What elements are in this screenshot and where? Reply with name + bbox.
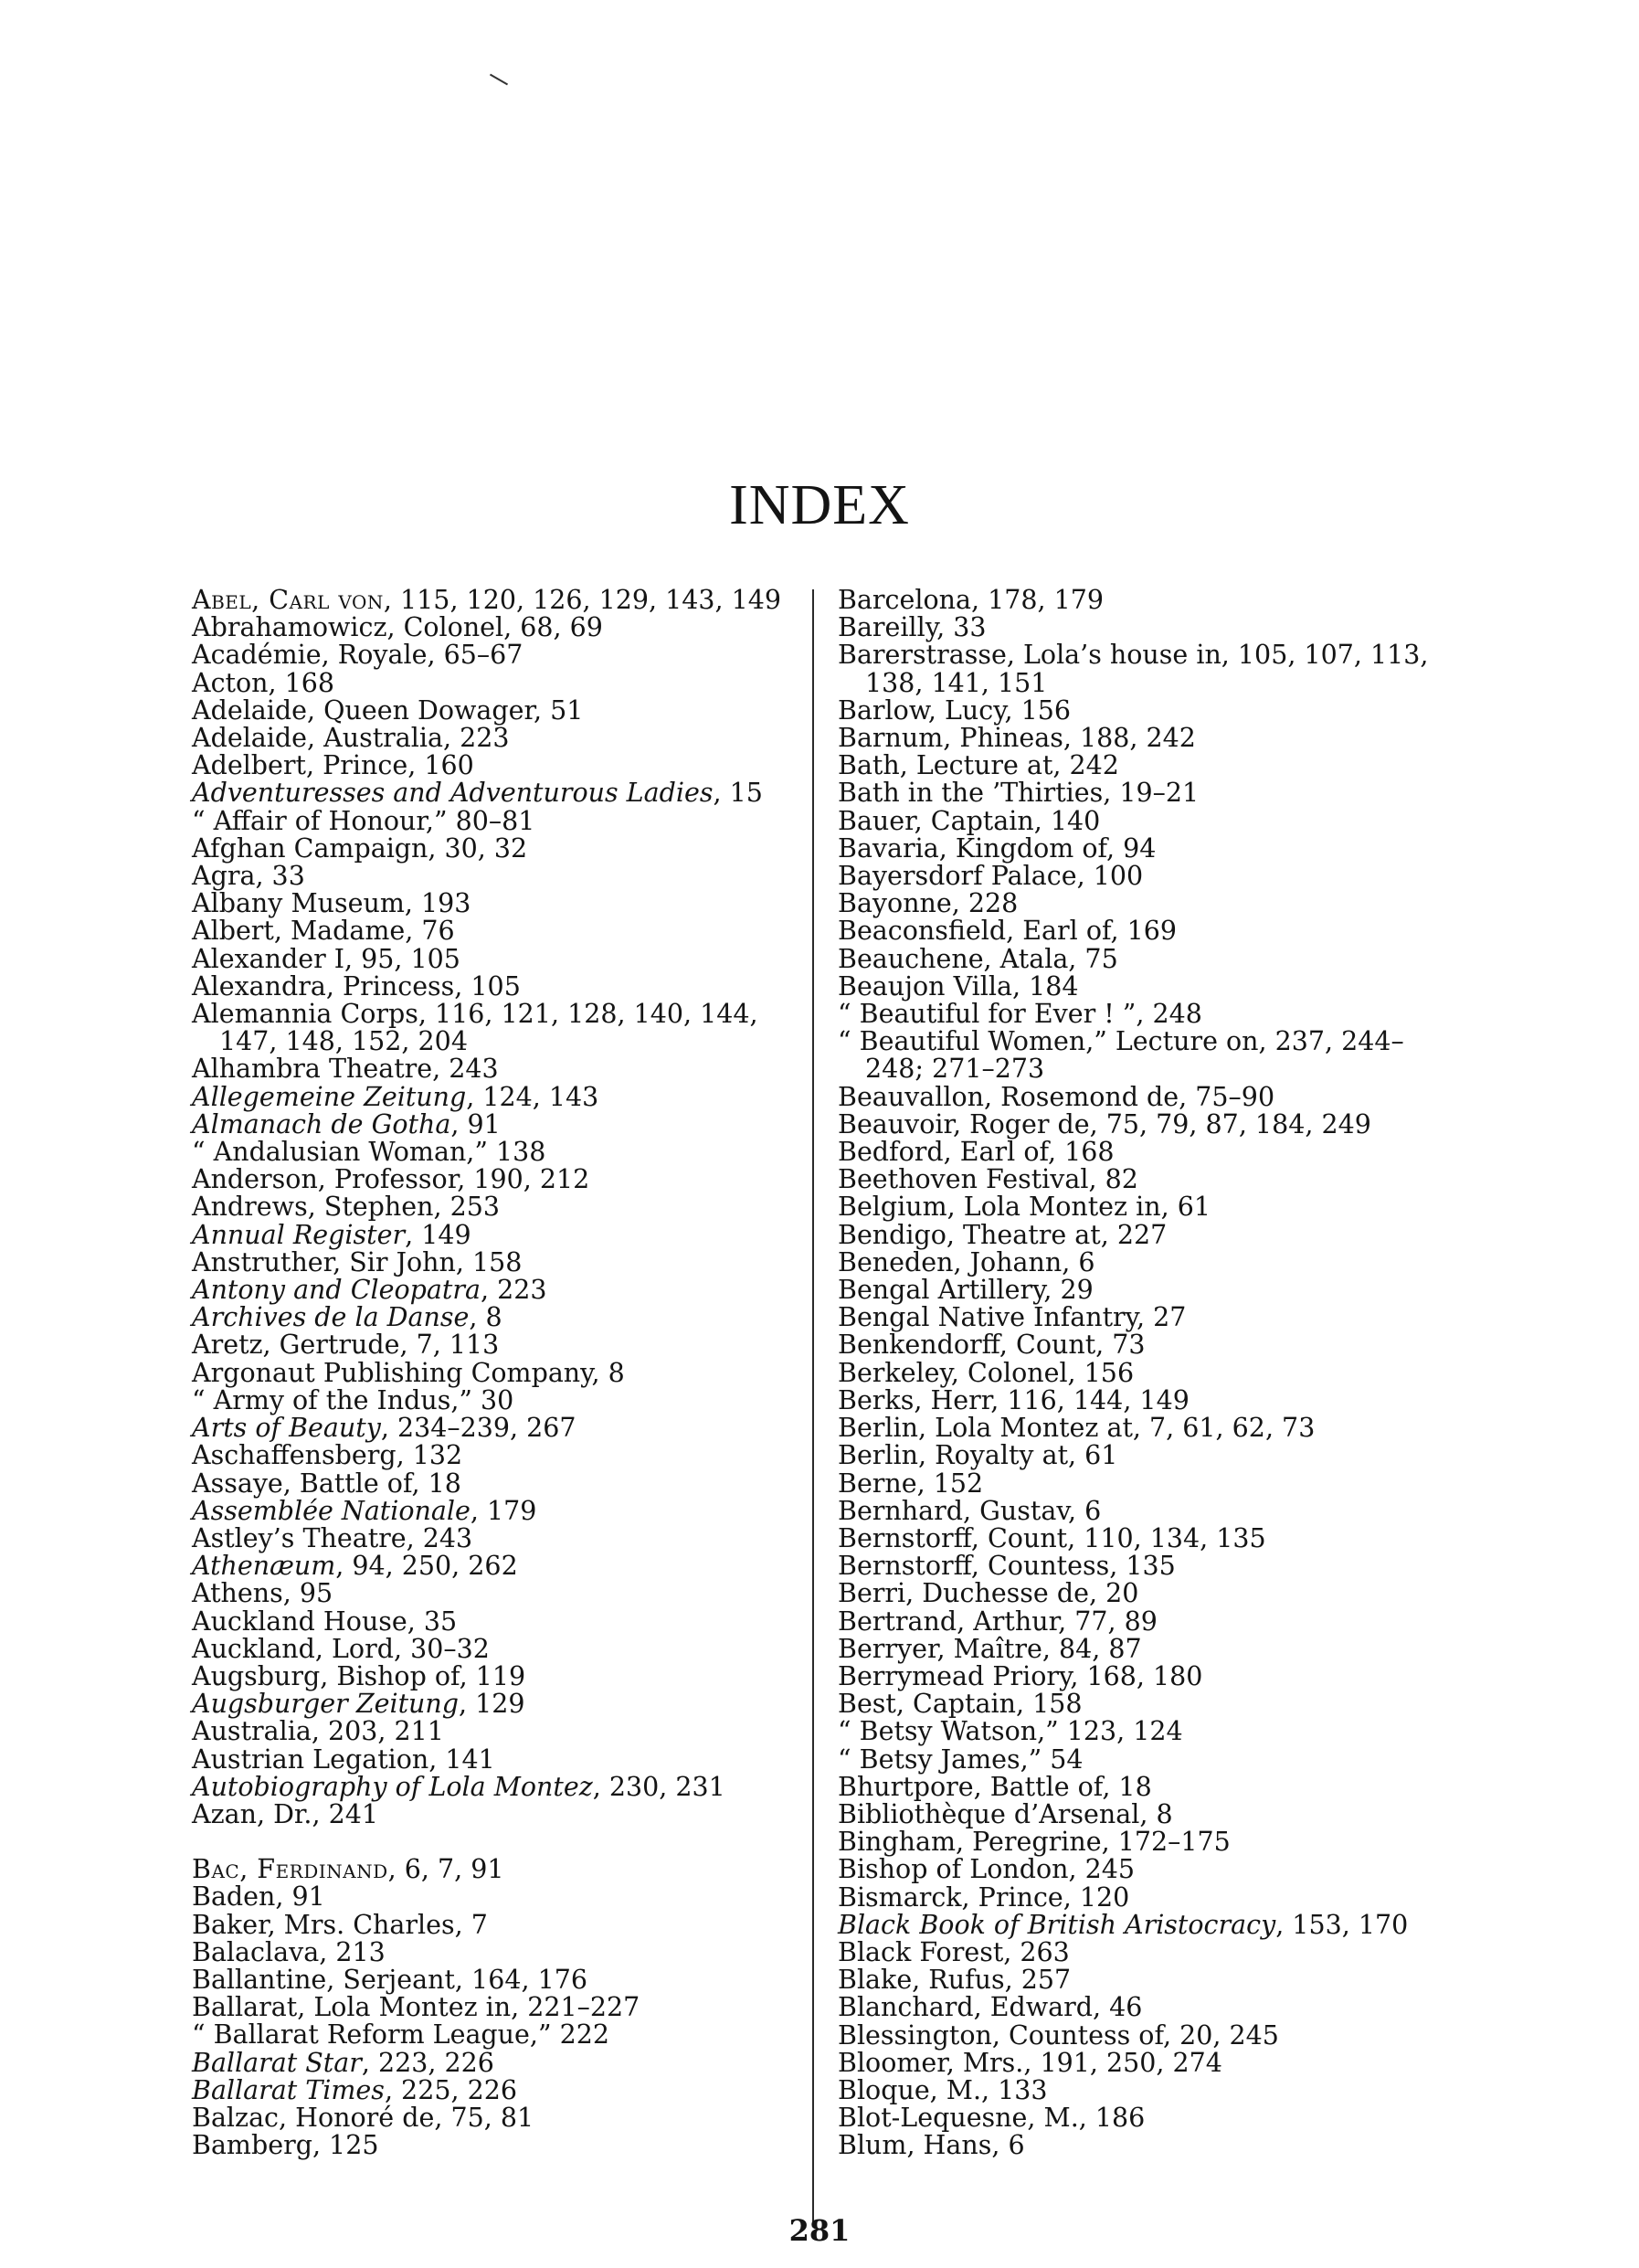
entry-text: Bengal Artillery, 29 [838, 1275, 1094, 1306]
entry-text: Beneden, Johann, 6 [838, 1246, 1095, 1277]
index-entry [838, 1828, 1468, 1856]
index-entry [838, 667, 1468, 698]
index-entry [838, 1966, 1468, 1994]
entry-text: , 179 [470, 1495, 537, 1526]
index-entry [192, 1718, 804, 1745]
entry-text: Blessington, Countess of, 20, 245 [838, 2019, 1279, 2051]
index-entry [192, 1384, 804, 1415]
entry-text: Baker, Mrs. Charles, 7 [192, 1909, 488, 1940]
entry-text: “ Army of the Indus,” 30 [192, 1384, 514, 1415]
index-entry [838, 1633, 1468, 1664]
entry-text: Austrian Legation, 141 [192, 1743, 495, 1775]
entry-text: Académie, Royale, 65–67 [192, 640, 523, 671]
entry-text: Albert, Madame, 76 [192, 916, 455, 947]
entry-text: Alhambra Theatre, 243 [192, 1054, 499, 1085]
entry-text: Acton, 168 [192, 667, 335, 698]
entry-text: Berlin, Royalty at, 61 [838, 1440, 1118, 1471]
index-entry [192, 1081, 804, 1112]
index-entry [192, 970, 804, 1002]
entry-text: Best, Captain, 158 [838, 1689, 1083, 1720]
entry-text: Aschaffensberg, 132 [192, 1440, 463, 1471]
entry-text: Berri, Duchesse de, 20 [838, 1578, 1139, 1609]
entry-text: Berks, Herr, 116, 144, 149 [838, 1384, 1190, 1415]
index-entry [192, 1608, 804, 1636]
entry-title-italic: Augsburger Zeitung [192, 1689, 460, 1720]
entry-title-italic: Assemblée Nationale [192, 1495, 471, 1526]
entry-text: Assaye, Battle of, 18 [192, 1468, 461, 1499]
index-entry [192, 667, 804, 698]
entry-text: Berkeley, Colonel, 156 [838, 1357, 1135, 1388]
entry-title-italic: Ballarat Star [192, 2047, 362, 2078]
entry-text: Bareilly, 33 [838, 612, 987, 643]
index-entry [192, 1553, 804, 1580]
index-entry [838, 2132, 1468, 2159]
stray-ink-mark [490, 74, 508, 86]
index-entry [192, 1470, 804, 1498]
index-entry [838, 917, 1468, 945]
page-number: 281 [788, 2213, 851, 2248]
entry-text: , 223, 226 [361, 2047, 494, 2078]
index-entry [838, 1743, 1468, 1775]
index-entry [838, 1522, 1468, 1553]
index-entry [838, 1001, 1468, 1028]
index-entry [192, 1771, 804, 1802]
index-entry [838, 752, 1468, 779]
index-entry [192, 1415, 804, 1442]
entry-text: , 124, 143 [466, 1081, 599, 1112]
index-entry [838, 1470, 1468, 1498]
index-entry [838, 863, 1468, 890]
entry-text: Bath, Lecture at, 242 [838, 750, 1119, 781]
entry-text: Ballantine, Serjeant, 164, 176 [192, 1964, 587, 1995]
index-entry [192, 1798, 804, 1829]
entry-text: , 230, 231 [592, 1771, 725, 1802]
entry-text: Beauvallon, Rosemond de, 75–90 [838, 1081, 1275, 1112]
index-entry [838, 1660, 1468, 1691]
entry-text: Australia, 203, 211 [192, 1716, 444, 1747]
entry-title-italic: Archives de la Danse [192, 1302, 470, 1333]
index-entry [838, 1028, 1468, 1055]
entry-text: Blanchard, Edward, 46 [838, 1992, 1143, 2023]
index-entry [192, 1139, 804, 1166]
entry-title-italic: Arts of Beauty [192, 1413, 381, 1444]
column-divider [812, 589, 814, 2225]
entry-text: Black Forest, 263 [838, 1936, 1070, 1967]
index-entry [838, 1798, 1468, 1829]
index-entry [192, 1108, 804, 1139]
index-entry [838, 725, 1468, 752]
entry-text: Adelaide, Australia, 223 [192, 723, 510, 754]
index-entry [838, 1081, 1468, 1112]
index-entry [838, 1357, 1468, 1388]
index-entry [838, 1994, 1468, 2021]
entry-text: Beauvoir, Roger de, 75, 79, 87, 184, 249 [838, 1108, 1371, 1139]
entry-text: Bedford, Earl of, 168 [838, 1137, 1115, 1168]
index-entry [838, 1331, 1468, 1359]
index-entry [192, 1856, 804, 1883]
index-entry [838, 943, 1468, 974]
index-entry [192, 1994, 804, 2021]
entry-text: “ Betsy James,” 54 [838, 1743, 1084, 1775]
index-entry [838, 2019, 1468, 2051]
index-entry [192, 1690, 804, 1718]
entry-text: , 15 [713, 778, 763, 809]
index-entry [838, 1139, 1468, 1166]
index-entry [192, 1277, 804, 1304]
entry-text: Blake, Rufus, 257 [838, 1965, 1072, 1996]
index-entry [838, 2104, 1468, 2132]
entry-text: , 6, 7, 91 [387, 1854, 504, 1885]
entry-heading: Abel, Carl von [192, 585, 384, 615]
entry-text: Alemannia Corps, 116, 121, 128, 140, 144, [192, 999, 758, 1030]
entry-text: Barlow, Lucy, 156 [838, 694, 1072, 726]
entry-text: Balaclava, 213 [192, 1936, 386, 1967]
index-entry [838, 1246, 1468, 1277]
entry-text: Beaujon Villa, 184 [838, 970, 1079, 1002]
entry-text: Berne, 152 [838, 1468, 984, 1499]
index-entry [192, 890, 804, 917]
entry-text: Bernstorff, Countess, 135 [838, 1551, 1176, 1582]
entry-text: Belgium, Lola Montez in, 61 [838, 1192, 1211, 1223]
index-entry [192, 587, 804, 614]
index-entry [838, 1718, 1468, 1745]
entry-text: Abrahamowicz, Colonel, 68, 69 [192, 612, 603, 643]
entry-text: Afghan Campaign, 30, 32 [192, 832, 528, 864]
entry-text: , 8 [469, 1302, 502, 1333]
entry-text: “ Ballarat Reform League,” 222 [192, 2019, 609, 2051]
index-entry [192, 805, 804, 836]
entry-text: Baden, 91 [192, 1881, 325, 1913]
index-entry [192, 1193, 804, 1221]
index-entry [838, 779, 1468, 807]
index-entry [838, 1881, 1468, 1913]
index-entry [192, 1580, 804, 1607]
index-entry [192, 1495, 804, 1526]
index-entry [838, 1909, 1468, 1940]
entry-text: , 94, 250, 262 [335, 1551, 518, 1582]
entry-title-italic: Adventuresses and Adventurous Ladies [192, 778, 714, 809]
entry-text: Blum, Hans, 6 [838, 2130, 1025, 2161]
entry-title-italic: Antony and Cleopatra [192, 1275, 481, 1306]
entry-text: Bayersdorf Palace, 100 [838, 861, 1144, 892]
entry-text: Benkendorff, Count, 73 [838, 1330, 1146, 1361]
index-entry [838, 587, 1468, 614]
index-entry [192, 1331, 804, 1359]
index-entry [838, 832, 1468, 864]
index-entry [192, 1166, 804, 1193]
index-entry [192, 1304, 804, 1331]
index-entry [838, 614, 1468, 641]
entry-text: Blot-Lequesne, M., 186 [838, 2103, 1146, 2134]
entry-text: Ballarat, Lola Montez in, 221–227 [192, 1992, 640, 2023]
entry-title-italic: Allegemeine Zeitung [192, 1081, 467, 1112]
page-title: INDEX [729, 474, 910, 536]
index-entry [838, 2047, 1468, 2078]
entry-text: Anstruther, Sir John, 158 [192, 1246, 523, 1277]
index-entry [192, 1522, 804, 1553]
index-entry [192, 863, 804, 890]
entry-text: Bamberg, 125 [192, 2130, 379, 2161]
index-entry [192, 1743, 804, 1775]
entry-text: Bishop of London, 245 [838, 1854, 1135, 1885]
entry-text: 138, 141, 151 [865, 667, 1048, 698]
index-entry [192, 2074, 804, 2105]
entry-text: Alexander I, 95, 105 [192, 943, 460, 974]
entry-text: 248; 271–273 [865, 1054, 1045, 1085]
index-entry [192, 1909, 804, 1940]
index-entry [192, 1633, 804, 1664]
entry-text: Bendigo, Theatre at, 227 [838, 1219, 1168, 1250]
index-entry [838, 1304, 1468, 1331]
index-entry [192, 1936, 804, 1967]
index-entry [838, 2074, 1468, 2105]
index-entry [838, 1936, 1468, 1967]
index-entry [838, 1771, 1468, 1802]
index-entry [192, 1660, 804, 1691]
entry-text: Barerstrasse, Lola’s house in, 105, 107, 113, [838, 640, 1429, 671]
entry-text: Aretz, Gertrude, 7, 113 [192, 1330, 500, 1361]
entry-text: Bath in the ’Thirties, 19–21 [838, 778, 1200, 809]
entry-text: Adelaide, Queen Dowager, 51 [192, 694, 584, 726]
index-entry [838, 1856, 1468, 1883]
index-entry [192, 2132, 804, 2159]
entry-text: , 91 [450, 1108, 501, 1139]
index-entry [838, 1442, 1468, 1469]
index-entry [838, 1055, 1468, 1083]
entry-text: Adelbert, Prince, 160 [192, 750, 474, 781]
index-entry [192, 1883, 804, 1911]
entry-text: “ Beautiful for Ever ! ”, 248 [838, 999, 1202, 1030]
index-entry [192, 1246, 804, 1277]
entry-title-italic: Autobiography of Lola Montez [192, 1771, 593, 1802]
entry-text: , 225, 226 [384, 2074, 517, 2105]
entry-text: Berryer, Maître, 84, 87 [838, 1633, 1142, 1664]
entry-text: Bhurtpore, Battle of, 18 [838, 1771, 1152, 1802]
index-entry [192, 943, 804, 974]
index-entry [192, 1442, 804, 1469]
entry-text: , 234–239, 267 [380, 1413, 576, 1444]
index-entry [192, 725, 804, 752]
entry-title-italic: Ballarat Times [192, 2074, 385, 2105]
entry-text: Beethoven Festival, 82 [838, 1164, 1138, 1195]
entry-text: Bertrand, Arthur, 77, 89 [838, 1606, 1158, 1637]
entry-text: Barnum, Phineas, 188, 242 [838, 723, 1196, 754]
entry-text: Augsburg, Bishop of, 119 [192, 1660, 526, 1691]
entry-text: , 223 [480, 1275, 547, 1306]
entry-title-italic: Almanach de Gotha [192, 1108, 451, 1139]
entry-text: Bibliothèque d’Arsenal, 8 [838, 1798, 1173, 1829]
entry-text: , 153, 170 [1275, 1909, 1409, 1940]
index-entry [838, 1495, 1468, 1526]
index-entry [192, 641, 804, 669]
index-entry [838, 1553, 1468, 1580]
entry-text: , 115, 120, 126, 129, 143, 149 [383, 585, 782, 615]
entry-heading: Bac, Ferdinand [192, 1854, 388, 1885]
entry-text: Bernstorff, Count, 110, 134, 135 [838, 1522, 1266, 1553]
entry-text: Bloque, M., 133 [838, 2074, 1048, 2105]
index-entry [192, 779, 804, 807]
entry-text: Auckland, Lord, 30–32 [192, 1633, 490, 1664]
index-entry [838, 1193, 1468, 1221]
entry-text: Astley’s Theatre, 243 [192, 1522, 473, 1553]
entry-text: Athens, 95 [192, 1578, 333, 1609]
index-entry [192, 752, 804, 779]
entry-title-italic: Annual Register [192, 1219, 406, 1250]
entry-text: Berrymead Priory, 168, 180 [838, 1660, 1203, 1691]
entry-text: Albany Museum, 193 [192, 888, 471, 919]
index-entry [838, 1277, 1468, 1304]
entry-text: Bavaria, Kingdom of, 94 [838, 832, 1157, 864]
index-entry [192, 1028, 804, 1055]
entry-text: “ Andalusian Woman,” 138 [192, 1137, 546, 1168]
entry-text: Bismarck, Prince, 120 [838, 1881, 1130, 1913]
entry-text: Anderson, Professor, 190, 212 [192, 1164, 590, 1195]
entry-text: Bingham, Peregrine, 172–175 [838, 1827, 1231, 1858]
index-entry [192, 917, 804, 945]
index-entry [838, 694, 1468, 726]
index-entry [838, 1580, 1468, 1607]
entry-text: Barcelona, 178, 179 [838, 585, 1105, 615]
index-entry [838, 805, 1468, 836]
index-entry [838, 1690, 1468, 1718]
entry-text: Bloomer, Mrs., 191, 250, 274 [838, 2047, 1222, 2078]
index-entry [838, 970, 1468, 1002]
entry-title-italic: Black Book of British Aristocracy [838, 1909, 1276, 1940]
entry-text: Bayonne, 228 [838, 888, 1019, 919]
index-entry [192, 2104, 804, 2132]
entry-text: , 129 [459, 1689, 525, 1720]
entry-text: Andrews, Stephen, 253 [192, 1192, 500, 1223]
entry-text: Bauer, Captain, 140 [838, 805, 1101, 836]
entry-text: Azan, Dr., 241 [192, 1798, 378, 1829]
index-entry [192, 694, 804, 726]
entry-text: “ Affair of Honour,” 80–81 [192, 805, 535, 836]
index-column-left [192, 587, 804, 2159]
index-entry [192, 1966, 804, 1994]
index-entry [192, 1219, 804, 1250]
entry-text: Auckland House, 35 [192, 1606, 458, 1637]
entry-text: “ Beautiful Women,” Lecture on, 237, 244– [838, 1026, 1404, 1057]
entry-text: 147, 148, 152, 204 [219, 1026, 468, 1057]
index-entry [838, 641, 1468, 669]
index-entry [192, 1357, 804, 1388]
entry-title-italic: Athenæum [192, 1551, 336, 1582]
index-entry [838, 1608, 1468, 1636]
index-entry [838, 1415, 1468, 1442]
index-entry [192, 614, 804, 641]
entry-text: Beaconsfield, Earl of, 169 [838, 916, 1178, 947]
index-column-right [838, 587, 1468, 2160]
entry-text: Bernhard, Gustav, 6 [838, 1495, 1102, 1526]
index-entry [192, 1001, 804, 1028]
index-entry [838, 1219, 1468, 1250]
index-entry [192, 2021, 804, 2049]
entry-text: Balzac, Honoré de, 75, 81 [192, 2102, 534, 2133]
index-entry [192, 1055, 804, 1083]
index-entry [192, 2047, 804, 2078]
entry-text: Alexandra, Princess, 105 [192, 970, 521, 1002]
index-entry [838, 890, 1468, 917]
entry-text: Berlin, Lola Montez at, 7, 61, 62, 73 [838, 1413, 1316, 1444]
entry-text: Argonaut Publishing Company, 8 [192, 1357, 625, 1388]
entry-text: , 149 [405, 1219, 471, 1250]
entry-text: Bengal Native Infantry, 27 [838, 1302, 1187, 1333]
index-entry [838, 1108, 1468, 1139]
index-entry [838, 1166, 1468, 1193]
entry-text: Beauchene, Atala, 75 [838, 943, 1118, 974]
entry-text: “ Betsy Watson,” 123, 124 [838, 1716, 1183, 1747]
index-entry [838, 1384, 1468, 1415]
index-entry [192, 832, 804, 864]
entry-text: Agra, 33 [192, 861, 305, 892]
